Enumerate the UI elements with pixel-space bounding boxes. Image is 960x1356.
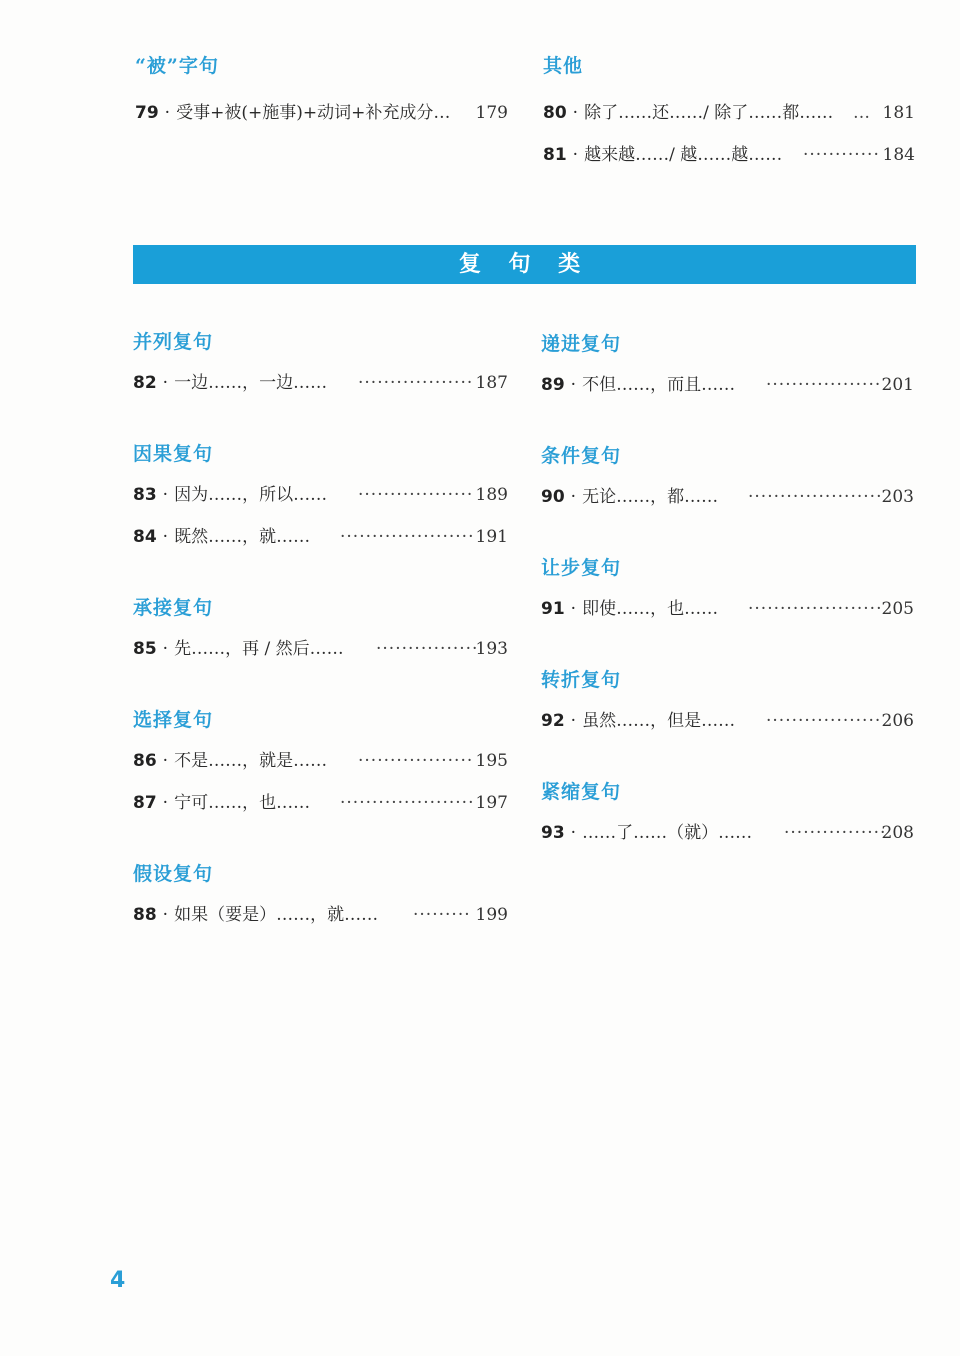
entry-number: 91 — [541, 599, 565, 619]
entry-number: 81 — [543, 145, 567, 165]
bullet-dot: · — [162, 639, 169, 659]
toc-entry-88[interactable] — [133, 894, 508, 936]
entry-number: 88 — [133, 905, 157, 925]
entry-page: 189 — [475, 485, 508, 505]
section-title: 其他 — [543, 55, 584, 77]
bullet-dot: · — [570, 487, 577, 507]
category-banner: 复 句 类 — [133, 245, 916, 284]
entry-page: 197 — [475, 793, 508, 813]
toc-entry-79[interactable] — [135, 92, 508, 134]
entry-number: 90 — [541, 487, 565, 507]
entry-page: 187 — [475, 373, 508, 393]
page-number: 4 — [110, 1268, 126, 1293]
entry-text: 宁可……，也…… — [174, 793, 311, 813]
section-bei-sentences — [135, 52, 508, 134]
section-title: “被”字句 — [135, 55, 219, 77]
bullet-dot: · — [162, 527, 169, 547]
bullet-dot: · — [570, 711, 577, 731]
entry-page: 195 — [475, 751, 508, 771]
dot-leader: … — [853, 103, 871, 123]
toc-entry-93[interactable] — [541, 812, 914, 854]
entry-page: 206 — [881, 711, 914, 731]
bullet-dot: · — [162, 373, 169, 393]
bullet-dot: · — [570, 599, 577, 619]
entry-number: 79 — [135, 103, 159, 123]
bullet-dot: · — [164, 103, 171, 123]
section-title: 紧缩复句 — [541, 781, 622, 803]
entry-text: 因为……，所以…… — [174, 485, 328, 505]
toc-entry-87[interactable] — [133, 782, 508, 824]
section-compressed — [541, 778, 914, 854]
entry-text: ……了……（就）…… — [582, 823, 753, 843]
entry-text: 一边……，一边…… — [174, 373, 328, 393]
dot-leader: ·················· — [358, 751, 474, 771]
toc-entry-86[interactable] — [133, 740, 508, 782]
section-title: 假设复句 — [133, 863, 214, 885]
bullet-dot: · — [570, 823, 577, 843]
section-conditional — [541, 442, 914, 518]
entry-number: 85 — [133, 639, 157, 659]
entry-text: 越来越……/ 越……越…… — [584, 145, 783, 165]
toc-entry-81[interactable] — [543, 134, 915, 176]
entry-number: 84 — [133, 527, 157, 547]
entry-number: 92 — [541, 711, 565, 731]
entry-text: 虽然……，但是…… — [582, 711, 736, 731]
bullet-dot: · — [572, 145, 579, 165]
entry-text: 如果（要是）……，就…… — [174, 905, 379, 925]
section-progressive — [541, 330, 914, 406]
section-title: 并列复句 — [133, 331, 214, 353]
section-others — [543, 52, 915, 176]
toc-entry-82[interactable] — [133, 362, 508, 404]
entry-page: 201 — [881, 375, 914, 395]
entry-text: 既然……，就…… — [174, 527, 311, 547]
bullet-dot: · — [162, 751, 169, 771]
entry-page: 184 — [882, 145, 915, 165]
entry-page: 193 — [475, 639, 508, 659]
entry-text: 无论……，都…… — [582, 487, 719, 507]
toc-entry-89[interactable] — [541, 364, 914, 406]
entry-number: 87 — [133, 793, 157, 813]
section-title: 选择复句 — [133, 709, 214, 731]
entry-page: 191 — [475, 527, 508, 547]
toc-entry-85[interactable] — [133, 628, 508, 670]
toc-entry-92[interactable] — [541, 700, 914, 742]
section-concessive — [541, 554, 914, 630]
dot-leader: ····················· — [748, 487, 883, 507]
entry-page: 203 — [881, 487, 914, 507]
entry-page: 205 — [881, 599, 914, 619]
toc-entry-84[interactable] — [133, 516, 508, 558]
entry-number: 82 — [133, 373, 157, 393]
section-title: 让步复句 — [541, 557, 622, 579]
bullet-dot: · — [162, 793, 169, 813]
section-adversative — [541, 666, 914, 742]
entry-text: 即使……，也…… — [582, 599, 719, 619]
dot-leader: ····················· — [340, 793, 475, 813]
entry-text: 受事+被(+施事)+动词+补充成分… — [176, 103, 451, 123]
section-title: 递进复句 — [541, 333, 622, 355]
dot-leader: ·················· — [766, 375, 882, 395]
entry-text: 除了……还……/ 除了……都…… — [584, 103, 834, 123]
toc-entry-80[interactable] — [543, 92, 915, 134]
entry-number: 86 — [133, 751, 157, 771]
section-title: 承接复句 — [133, 597, 214, 619]
dot-leader: ················ — [376, 639, 479, 659]
dot-leader: ····················· — [748, 599, 883, 619]
section-alternative — [133, 706, 508, 824]
entry-text: 先……，再 / 然后…… — [174, 639, 344, 659]
entry-number: 80 — [543, 103, 567, 123]
dot-leader: ················ — [784, 823, 887, 843]
dot-leader: ········· — [413, 905, 471, 925]
section-causal — [133, 440, 508, 558]
entry-page: 199 — [475, 905, 508, 925]
bullet-dot: · — [162, 485, 169, 505]
entry-page: 179 — [475, 103, 508, 123]
entry-text: 不是……，就是…… — [174, 751, 328, 771]
dot-leader: ·················· — [766, 711, 882, 731]
entry-number: 83 — [133, 485, 157, 505]
section-title: 因果复句 — [133, 443, 214, 465]
entry-page: 181 — [882, 103, 915, 123]
entry-text: 不但……，而且…… — [582, 375, 736, 395]
toc-entry-90[interactable] — [541, 476, 914, 518]
bullet-dot: · — [572, 103, 579, 123]
entry-number: 93 — [541, 823, 565, 843]
dot-leader: ····················· — [340, 527, 475, 547]
dot-leader: ·················· — [358, 485, 474, 505]
section-title: 转折复句 — [541, 669, 622, 691]
toc-entry-83[interactable] — [133, 474, 508, 516]
dot-leader: ·················· — [358, 373, 474, 393]
bullet-dot: · — [570, 375, 577, 395]
dot-leader: ············ — [803, 145, 880, 165]
bullet-dot: · — [162, 905, 169, 925]
section-conditional-hypothesis — [133, 860, 508, 936]
toc-entry-91[interactable] — [541, 588, 914, 630]
entry-number: 89 — [541, 375, 565, 395]
section-title: 条件复句 — [541, 445, 622, 467]
section-parallel — [133, 328, 508, 404]
entry-page: 208 — [881, 823, 914, 843]
section-sequential — [133, 594, 508, 670]
